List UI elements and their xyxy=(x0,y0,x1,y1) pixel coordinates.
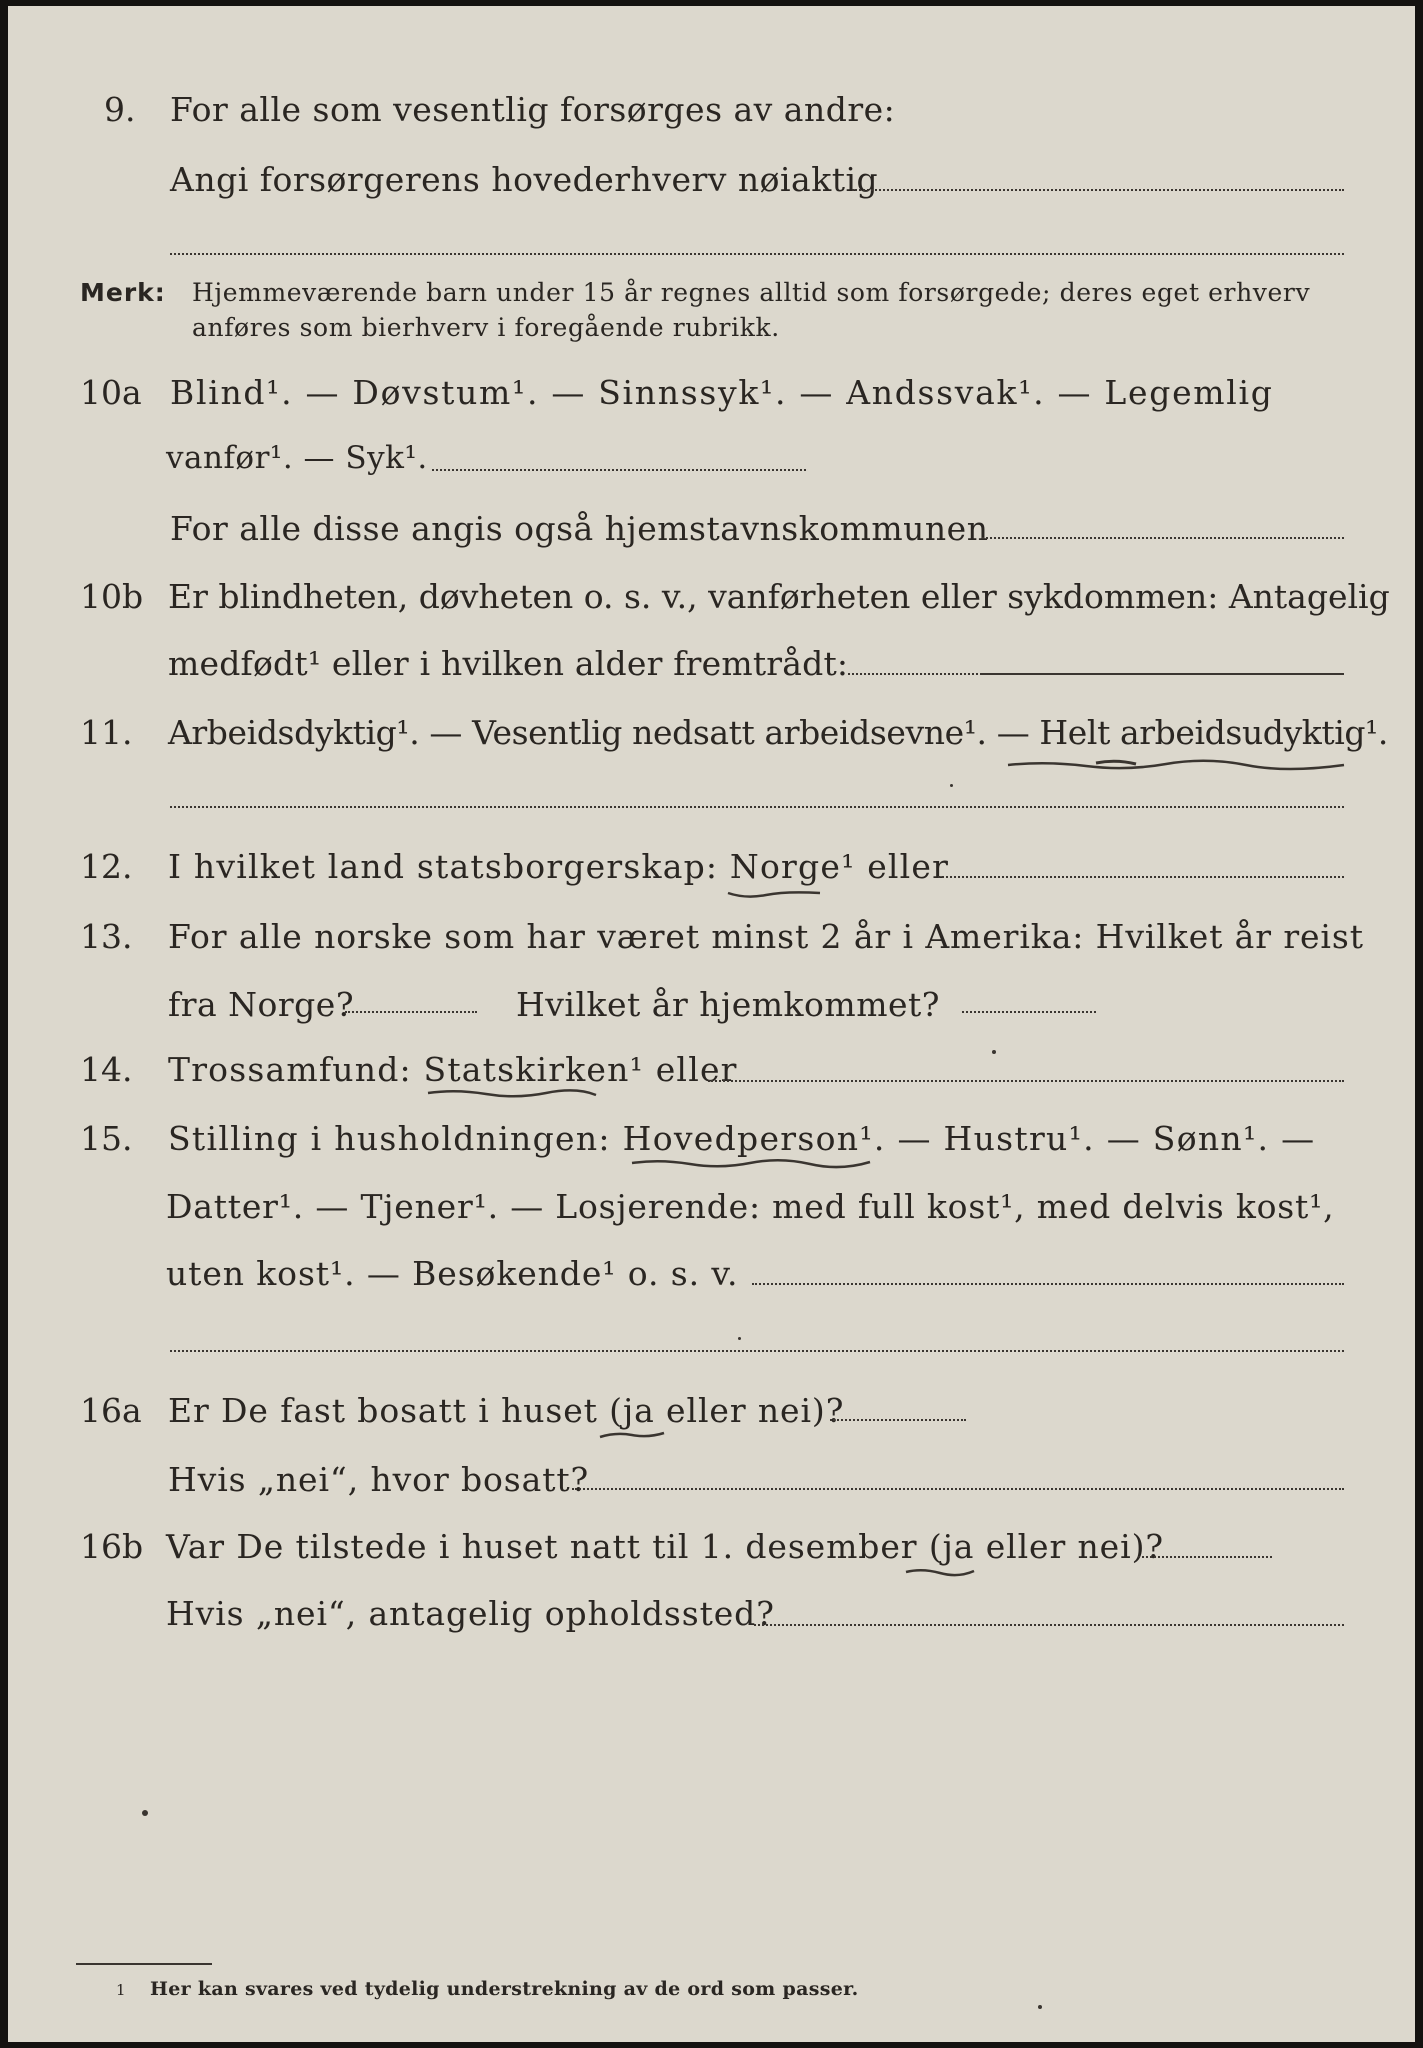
handwritten-underline-statskirken xyxy=(426,1087,598,1101)
scan-edge-top xyxy=(0,0,1423,6)
footnote-text: Her kan svares ved tydelig understrekning av de ord som passer. xyxy=(150,1978,859,2000)
question-9-text: For alle som vesentlig forsørges av andre: xyxy=(170,90,896,129)
question-10a-options: Blind¹. — Døvstum¹. — Sinnssyk¹. — Andssvak¹. — Legemlig xyxy=(170,373,1274,412)
handwritten-underline-norge xyxy=(726,887,822,901)
handwritten-underline-ja-16a xyxy=(598,1428,666,1442)
question-15-answer-line[interactable] xyxy=(752,1283,1344,1285)
question-15-number: 15. xyxy=(80,1119,133,1158)
handwritten-underline-ja-16b xyxy=(904,1565,976,1579)
ink-speck xyxy=(1038,2005,1042,2009)
scan-edge-left xyxy=(0,0,8,2048)
question-16a-residence-line[interactable] xyxy=(572,1488,1344,1490)
question-10a-hometown-line[interactable] xyxy=(982,537,1344,539)
question-11-number: 11. xyxy=(80,713,133,752)
question-10a-subtext: For alle disse angis også hjemstavnskommunen xyxy=(170,509,989,548)
ink-speck xyxy=(992,1050,996,1054)
note-label: Merk: xyxy=(80,278,166,307)
question-10b-answer-rule[interactable] xyxy=(980,673,1344,675)
scan-edge-right xyxy=(1415,0,1423,2048)
question-16b-text: Var De tilstede i huset natt til 1. desember (ja eller nei)? xyxy=(166,1527,1164,1566)
question-12-text: I hvilket land statsborgerskap: Norge¹ eller xyxy=(168,847,950,886)
question-10a-options-cont: vanfør¹. — Syk¹. xyxy=(166,440,428,476)
handwritten-underline-helt-arbeidsudyktig xyxy=(1006,757,1346,771)
question-16b-subtext: Hvis „nei“, antagelig opholdssted? xyxy=(166,1594,775,1633)
question-13-number: 13. xyxy=(80,917,133,956)
ink-speck xyxy=(738,1337,741,1340)
question-16a-number: 16a xyxy=(80,1391,142,1430)
question-10a-number: 10a xyxy=(80,373,142,412)
question-11-text: Arbeidsdyktig¹. — Vesentlig nedsatt arbeidsevne¹. — Helt arbeidsudyktig¹. xyxy=(168,713,1389,752)
question-9-answer-line-2[interactable] xyxy=(170,253,1344,255)
question-13-subtext-a: fra Norge? xyxy=(168,985,355,1024)
footnote-rule xyxy=(76,1963,212,1965)
question-16a-subtext: Hvis „nei“, hvor bosatt? xyxy=(168,1460,590,1499)
question-14-answer-line[interactable] xyxy=(708,1080,1344,1082)
question-14-text: Trossamfund: Statskirken¹ eller xyxy=(168,1050,738,1089)
question-13-text: For alle norske som har været minst 2 år i Amerika: Hvilket år reist xyxy=(168,917,1364,956)
footnote-number: 1 xyxy=(116,1981,126,1999)
question-13-subtext-b: Hvilket år hjemkommet? xyxy=(516,985,940,1024)
question-13-return-line[interactable] xyxy=(962,1011,1096,1013)
question-15-options-cont: Datter¹. — Tjener¹. — Losjerende: med full kost¹, med delvis kost¹, xyxy=(166,1187,1335,1226)
question-12-answer-line[interactable] xyxy=(938,876,1344,878)
question-14-number: 14. xyxy=(80,1050,133,1089)
question-10b-answer-line[interactable] xyxy=(848,673,978,675)
question-16a-answer-line[interactable] xyxy=(830,1419,966,1421)
question-15-options-end: uten kost¹. — Besøkende¹ o. s. v. xyxy=(166,1254,739,1293)
ink-speck xyxy=(142,1810,148,1816)
question-16b-answer-line[interactable] xyxy=(1138,1556,1272,1558)
question-10a-answer-line[interactable] xyxy=(432,469,806,471)
question-16b-location-line[interactable] xyxy=(754,1624,1344,1626)
note-text-line-1: Hjemmeværende barn under 15 år regnes alltid som forsørgede; deres eget erhverv xyxy=(192,278,1311,307)
question-9-answer-line[interactable] xyxy=(852,189,1344,191)
question-15-text: Stilling i husholdningen: Hovedperson¹. — Hustru¹. — Sønn¹. — xyxy=(168,1119,1316,1158)
question-10b-text: Er blindheten, døvheten o. s. v., vanførheten eller sykdommen: Antagelig xyxy=(168,577,1390,616)
question-10b-subtext: medfødt¹ eller i hvilken alder fremtrådt: xyxy=(168,644,849,683)
note-text-line-2: anføres som bierhverv i foregående rubrikk. xyxy=(192,313,780,342)
question-9-number: 9. xyxy=(104,90,136,129)
question-11-answer-line[interactable] xyxy=(170,806,1344,808)
question-16a-text: Er De fast bosatt i huset (ja eller nei)? xyxy=(168,1391,845,1430)
scan-edge-bottom xyxy=(0,2042,1423,2048)
question-16b-number: 16b xyxy=(80,1527,144,1566)
question-10b-number: 10b xyxy=(80,577,144,616)
question-12-number: 12. xyxy=(80,847,133,886)
ink-speck xyxy=(950,784,953,787)
handwritten-underline-hovedperson xyxy=(630,1156,872,1170)
question-15-answer-line-2[interactable] xyxy=(170,1350,1344,1352)
question-9-subtext: Angi forsørgerens hovederhverv nøiaktig xyxy=(170,160,879,199)
question-13-departure-line[interactable] xyxy=(345,1011,477,1013)
